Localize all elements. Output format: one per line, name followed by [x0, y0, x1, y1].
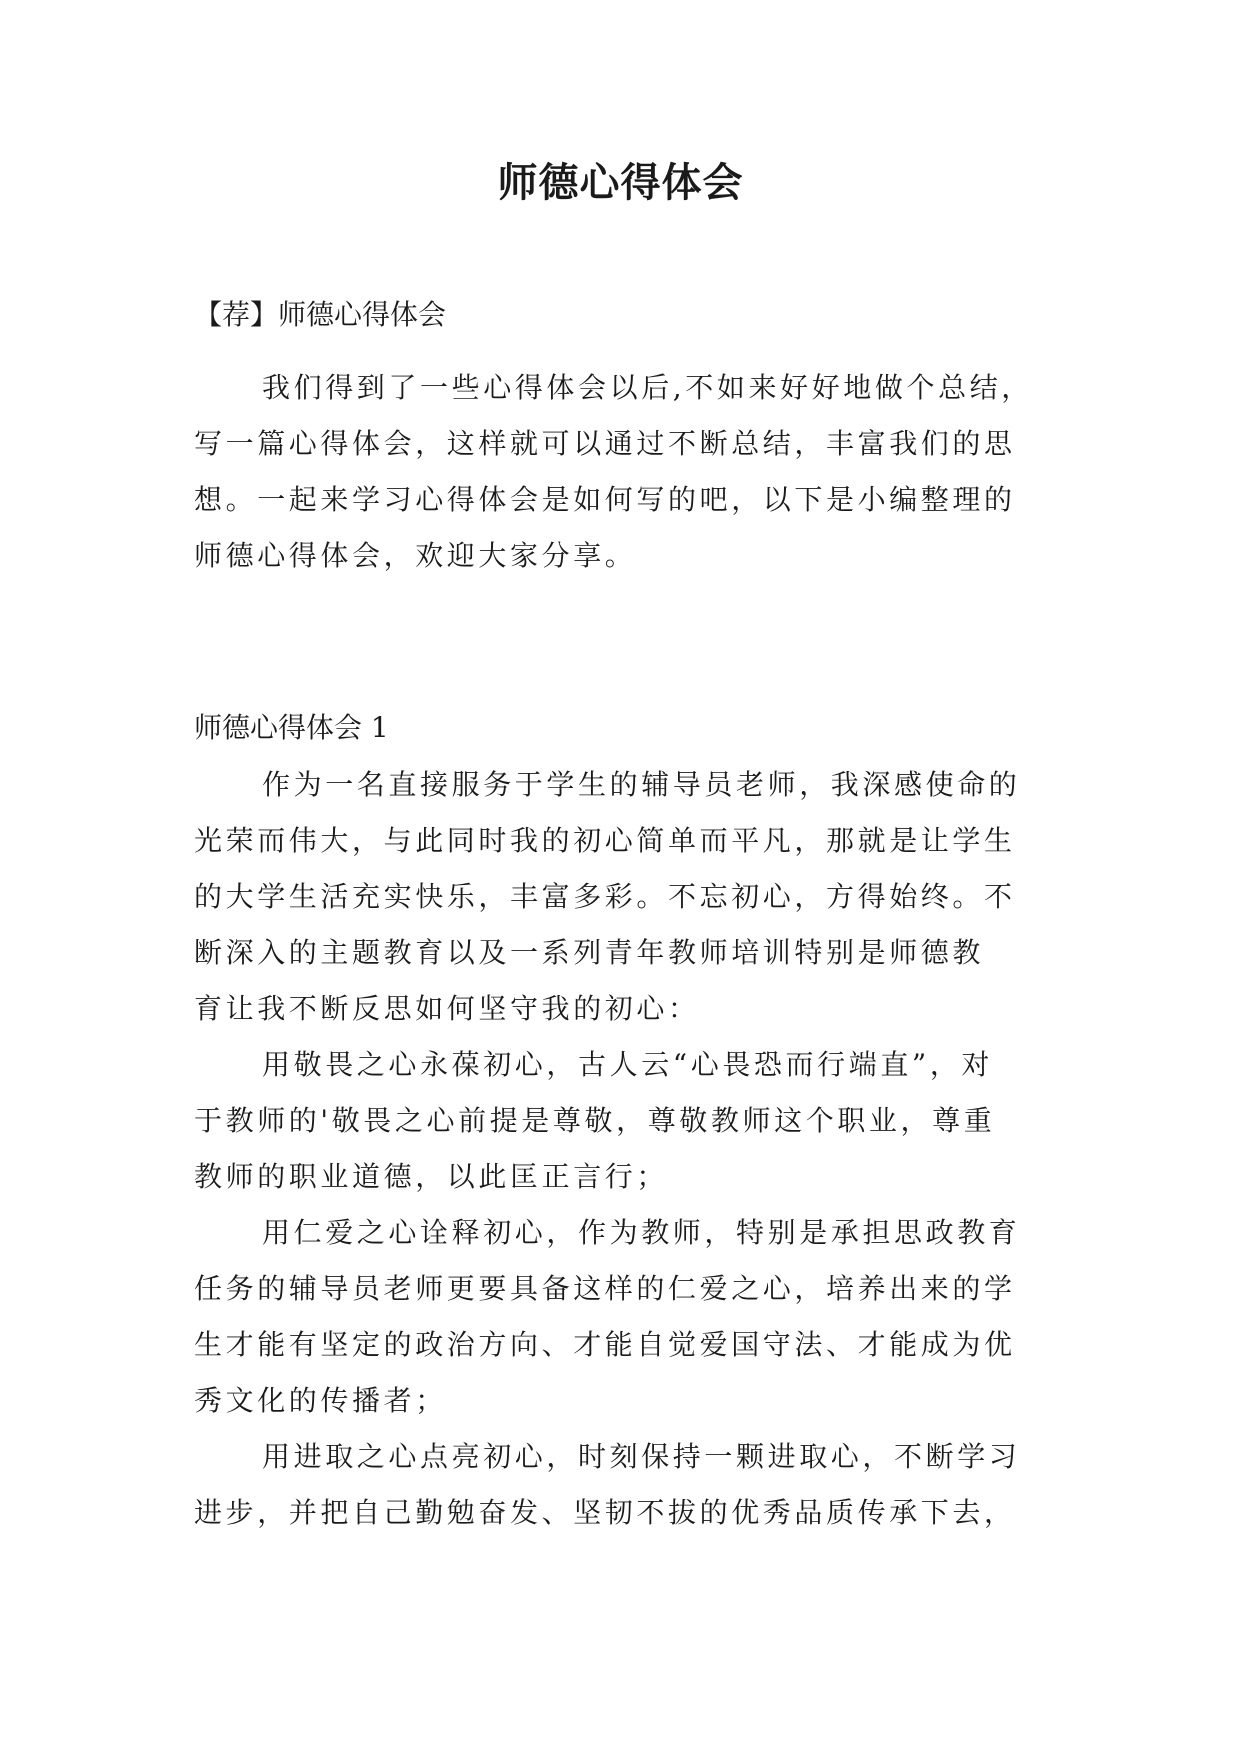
- paragraph-line: 于教师的'敬畏之心前提是尊敬，尊敬教师这个职业，尊重: [194, 1104, 996, 1137]
- document-title: 师德心得体会: [497, 160, 744, 206]
- paragraph-line: 的大学生活充实快乐，丰富多彩。不忘初心，方得始终。不: [194, 880, 1016, 913]
- paragraph-line: 秀文化的传播者；: [194, 1384, 447, 1417]
- paragraph-line: 生才能有坚定的政治方向、才能自觉爱国守法、才能成为优: [194, 1328, 1016, 1361]
- intro-line: 师德心得体会，欢迎大家分享。: [194, 539, 637, 572]
- paragraph-line: 用进取之心点亮初心，时刻保持一颗进取心，不断学习: [262, 1440, 1021, 1473]
- paragraph-line: 用敬畏之心永葆初心，古人云“心畏恐而行端直”，对: [262, 1048, 994, 1081]
- paragraph-line: 用仁爱之心诠释初心，作为教师，特别是承担思政教育: [262, 1216, 1021, 1249]
- paragraph-line: 育让我不断反思如何坚守我的初心：: [194, 992, 700, 1025]
- recommend-line: 【荐】师德心得体会: [194, 298, 447, 331]
- intro-line: 写一篇心得体会，这样就可以通过不断总结，丰富我们的思: [194, 427, 1016, 460]
- paragraph-line: 任务的辅导员老师更要具备这样的仁爱之心，培养出来的学: [194, 1272, 1016, 1305]
- paragraph-line: 进步，并把自己勤勉奋发、坚韧不拔的优秀品质传承下去，: [194, 1496, 1016, 1529]
- paragraph-line: 断深入的主题教育以及一系列青年教师培训特别是师德教: [194, 936, 985, 969]
- paragraph-line: 光荣而伟大，与此同时我的初心简单而平凡，那就是让学生: [194, 824, 1016, 857]
- paragraph-line: 教师的职业道德，以此匡正言行；: [194, 1160, 669, 1193]
- paragraph-line: 作为一名直接服务于学生的辅导员老师，我深感使命的: [262, 768, 1021, 801]
- intro-line: 我们得到了一些心得体会以后,不如来好好地做个总结，: [262, 371, 1033, 404]
- intro-line: 想。一起来学习心得体会是如何写的吧，以下是小编整理的: [194, 483, 1016, 516]
- section-heading: 师德心得体会 1: [194, 711, 389, 744]
